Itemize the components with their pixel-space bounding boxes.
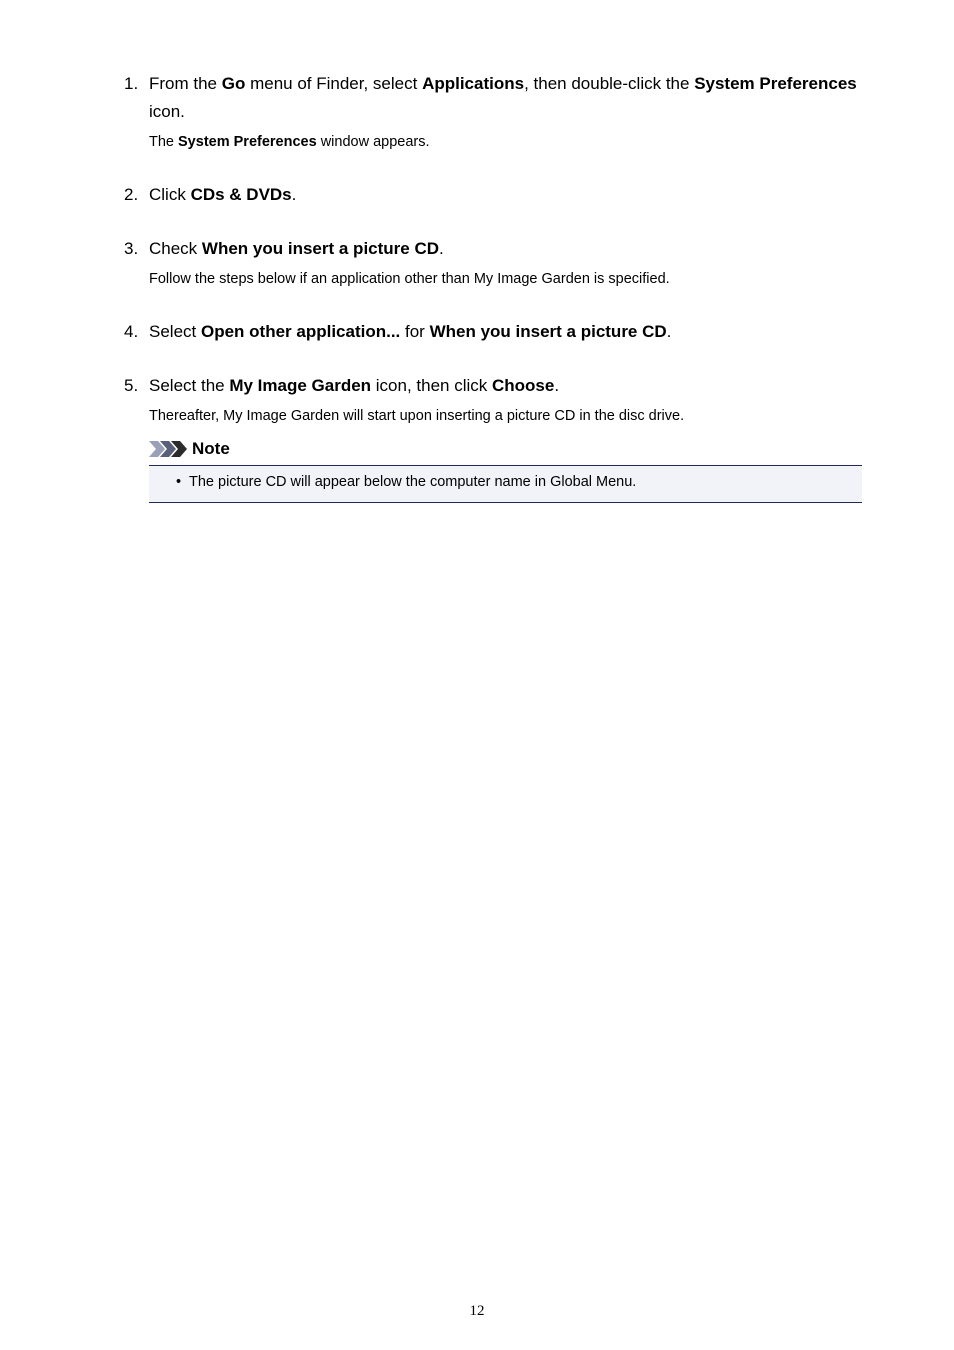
app-name-system-preferences: System Preferences [694,74,857,93]
step-text [149,70,864,126]
app-name-my-image-garden: My Image Garden [229,376,372,395]
step-1 [124,70,864,152]
note-text: The picture CD will appear below the computer name in Global Menu. [189,474,637,490]
pane-name-cds-dvds: CDs & DVDs [190,185,292,204]
text-run: menu of Finder, select [245,74,423,93]
instruction-steps [124,70,864,503]
text-run: for [400,322,430,341]
step-3 [124,235,864,289]
text-run: From the [149,74,222,93]
note-section [149,437,862,503]
text-run: , then double-click the [524,74,695,93]
text-run: . [666,322,672,341]
step-number: 2. [124,185,139,204]
step-text [149,372,864,400]
window-name-system-preferences: System Preferences [178,134,317,150]
triple-chevron-icon [149,441,189,457]
step-text [149,235,864,263]
setting-name-picture-cd: When you insert a picture CD [429,322,667,341]
step-detail: Thereafter, My Image Garden will start upon inserting a picture CD in the disc drive. [149,408,685,424]
button-name-choose: Choose [492,376,555,395]
text-run: window appears. [316,134,430,150]
text-run: Check [149,239,202,258]
text-run: Select [149,322,201,341]
note-box [149,465,862,503]
step-result [149,132,864,152]
bullet: • [176,474,182,490]
text-run: . [554,376,560,395]
note-list-item [176,472,862,492]
text-run: Click [149,185,191,204]
step-number: 4. [124,322,139,341]
text-run: . [291,185,297,204]
step-2 [124,181,864,209]
text-run: . [439,239,444,258]
step-number: 1. [124,74,139,93]
text-run: The [149,134,179,150]
step-detail: Follow the steps below if an application other than My Image Garden is specified. [149,271,670,287]
step-4 [124,318,864,346]
step-text [149,181,864,209]
menu-name-go: Go [221,74,246,93]
note-header [149,437,862,461]
step-number: 3. [124,239,139,258]
text-run: icon. [149,102,185,121]
page-number: 12 [469,1303,485,1319]
option-name-open-other: Open other application... [200,322,401,341]
menu-item-applications: Applications [422,74,525,93]
text-run: icon, then click [371,376,492,395]
step-text [149,318,864,346]
step-5 [124,372,864,503]
setting-name-picture-cd: When you insert a picture CD [201,239,440,258]
note-title: Note [192,439,230,458]
text-run: Select the [149,376,230,395]
step-number: 5. [124,376,139,395]
